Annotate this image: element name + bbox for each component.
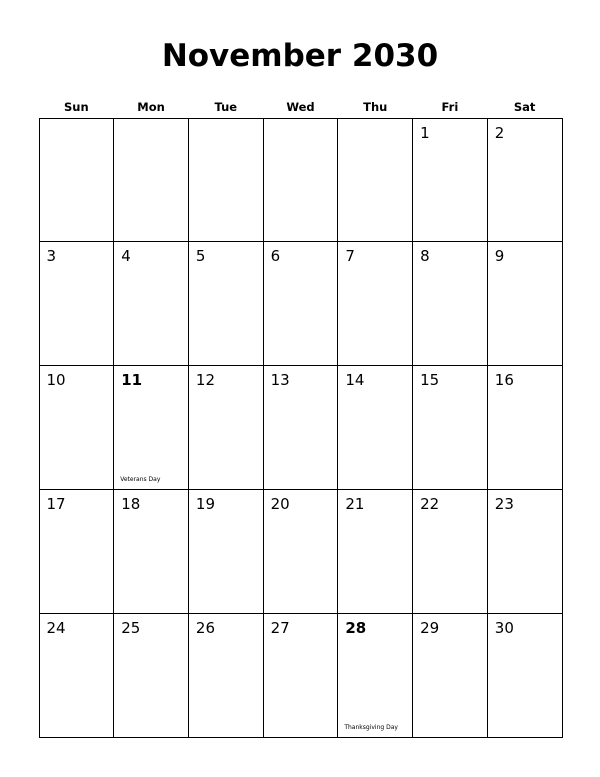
day-cell: [488, 119, 563, 243]
weekday-sun: Sun: [64, 100, 89, 114]
day-number: 23: [494, 494, 514, 513]
day-cell: [338, 490, 413, 614]
day-number: 13: [270, 371, 290, 390]
day-number: 27: [270, 618, 290, 637]
day-number: 30: [494, 618, 514, 637]
day-cell: [114, 614, 189, 738]
day-cell: [114, 242, 189, 366]
day-cell: [114, 490, 189, 614]
day-number: 25: [121, 618, 141, 637]
day-cell: [264, 366, 339, 490]
day-cell: [488, 366, 563, 490]
weekday-wed: Wed: [286, 100, 315, 114]
day-number: 19: [195, 494, 216, 513]
day-number: 11: [121, 371, 143, 390]
day-number: 3: [46, 247, 57, 266]
day-cell: [488, 490, 563, 614]
day-number: 6: [270, 247, 281, 266]
day-number: 1: [420, 123, 430, 142]
day-number: 4: [121, 247, 131, 266]
day-number: 9: [494, 247, 505, 266]
day-number: 8: [420, 247, 430, 266]
day-cell: [114, 366, 189, 490]
day-number: 18: [121, 494, 141, 513]
day-number: 5: [195, 247, 206, 266]
day-number: 24: [46, 618, 66, 637]
day-cell: [338, 614, 413, 738]
day-number: 26: [195, 618, 216, 637]
day-number: 29: [420, 618, 440, 637]
day-cell: [338, 242, 413, 366]
day-number: 16: [494, 371, 514, 390]
day-cell: [40, 614, 115, 738]
weekday-fri: Fri: [441, 100, 459, 114]
weekday-mon: Mon: [137, 100, 165, 114]
day-cell: [189, 366, 264, 490]
calendar-title: November 2030: [161, 38, 439, 74]
holiday-label: Veterans Day: [120, 475, 161, 483]
holiday-label: Thanksgiving Day: [344, 723, 398, 731]
day-number: 14: [345, 371, 365, 390]
weekday-sat: Sat: [513, 100, 536, 114]
day-number: 2: [494, 123, 505, 142]
day-cell: [413, 119, 488, 243]
day-cell: [488, 614, 563, 738]
day-cell: [413, 366, 488, 490]
day-cell: [264, 490, 339, 614]
day-cell: [413, 242, 488, 366]
day-cell: [189, 614, 264, 738]
day-number: 10: [46, 371, 66, 390]
day-number: 22: [420, 494, 440, 513]
day-cell: [264, 242, 339, 366]
day-cell: [338, 366, 413, 490]
day-cell: [40, 242, 115, 366]
day-cell: [189, 242, 264, 366]
day-number: 20: [270, 494, 290, 513]
day-number: 21: [345, 494, 365, 513]
day-cell: [40, 119, 115, 243]
day-cell: [264, 614, 339, 738]
day-cell: [264, 119, 339, 243]
weekday-header-row: [39, 98, 562, 116]
day-cell: [114, 119, 189, 243]
weekday-thu: Thu: [363, 100, 388, 114]
day-number: 7: [345, 247, 355, 266]
day-cell: [40, 366, 115, 490]
day-number: 28: [345, 618, 367, 637]
day-number: 12: [195, 371, 216, 390]
day-number: 15: [420, 371, 440, 390]
day-cell: [413, 490, 488, 614]
weekday-tue: Tue: [214, 100, 238, 114]
day-cell: [488, 242, 563, 366]
day-cell: [40, 490, 115, 614]
calendar-grid: [39, 118, 563, 738]
day-cell: [189, 490, 264, 614]
day-cell: [189, 119, 264, 243]
day-number: 17: [46, 494, 66, 513]
day-cell: [338, 119, 413, 243]
day-cell: [413, 614, 488, 738]
